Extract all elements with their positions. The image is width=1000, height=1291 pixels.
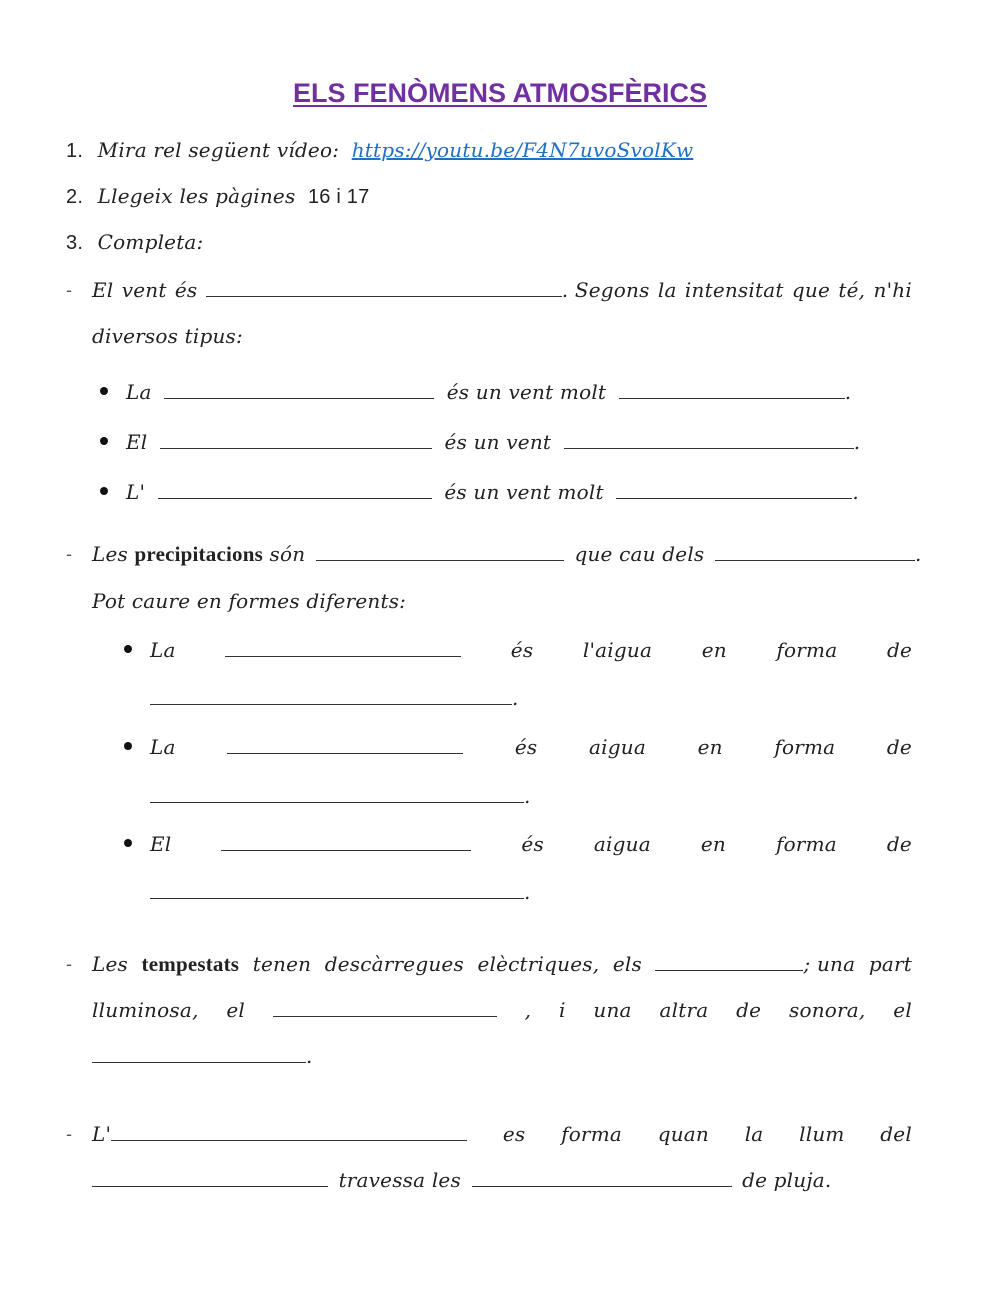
storm-keyword: tempestats bbox=[141, 952, 240, 976]
bullet-icon bbox=[124, 742, 132, 750]
wind-line-2: diversos tipus: bbox=[92, 324, 243, 348]
video-link[interactable]: https://youtu.be/F4N7uvoSvolKw bbox=[351, 138, 694, 162]
rainbow-w6: del bbox=[880, 1122, 912, 1146]
precip-item-3-w4: forma bbox=[775, 832, 837, 856]
precip-line-2: Pot caure en formes diferents: bbox=[92, 589, 407, 613]
precip-item-2 bbox=[150, 735, 912, 759]
storm-l2i: el bbox=[893, 998, 912, 1022]
storm-w3: elèctriques, bbox=[477, 952, 600, 976]
step-2 bbox=[66, 184, 369, 209]
precip-item-2-blank-a[interactable] bbox=[227, 736, 463, 754]
storm-line-3 bbox=[92, 1044, 313, 1068]
step-2-number: 2. bbox=[66, 186, 84, 208]
precip-item-1-blank-a[interactable] bbox=[225, 639, 461, 657]
rainbow-line-2 bbox=[92, 1168, 831, 1192]
dash-precip: - bbox=[66, 544, 72, 564]
precip-item-1 bbox=[150, 638, 912, 662]
rainbow-w2: forma bbox=[561, 1122, 622, 1146]
wind-item-3-end: . bbox=[852, 480, 859, 504]
precip-item-3-w2: aigua bbox=[593, 832, 651, 856]
precip-item-3-line-2 bbox=[150, 880, 531, 904]
precip-item-1-w2: l'aigua bbox=[582, 638, 653, 662]
precip-item-2-w3: en bbox=[697, 735, 723, 759]
rainbow-w5: llum bbox=[799, 1122, 845, 1146]
storm-w1: tenen bbox=[252, 952, 312, 976]
wind-item-2 bbox=[126, 430, 860, 454]
storm-l2h: sonora, bbox=[789, 998, 866, 1022]
precip-item-3-w5: de bbox=[886, 832, 912, 856]
precip-item-3-end: . bbox=[524, 880, 531, 904]
wind-item-2-text: és un vent bbox=[444, 430, 552, 454]
storm-w4: els bbox=[612, 952, 642, 976]
rainbow-line-1 bbox=[92, 1122, 912, 1146]
wind-line-1 bbox=[92, 278, 912, 302]
precip-item-1-end: . bbox=[512, 686, 519, 710]
storm-w2: descàrregues bbox=[324, 952, 464, 976]
wind-item-3-blank-b[interactable] bbox=[616, 481, 852, 499]
step-2-text: Llegeix les pàgines bbox=[97, 184, 296, 208]
dash-storm: - bbox=[66, 954, 72, 974]
precip-line-1 bbox=[92, 542, 922, 567]
step-3-number: 3. bbox=[66, 232, 84, 254]
storm-blank-c[interactable] bbox=[92, 1045, 306, 1063]
storm-l2g: de bbox=[736, 998, 762, 1022]
rainbow-mid: travessa les bbox=[338, 1168, 461, 1192]
precip-item-2-w1: és bbox=[514, 735, 538, 759]
wind-definition-blank[interactable] bbox=[206, 279, 562, 297]
precip-keyword: precipitacions bbox=[134, 542, 263, 566]
storm-l2b: el bbox=[226, 998, 245, 1022]
bullet-icon bbox=[100, 387, 108, 395]
precip-item-2-label: La bbox=[150, 735, 176, 759]
rainbow-end: de pluja. bbox=[742, 1168, 832, 1192]
storm-w5: ; una bbox=[803, 952, 856, 976]
precip-item-3-label: El bbox=[150, 832, 172, 856]
wind-item-2-label: El bbox=[126, 430, 148, 454]
storm-l2c: , bbox=[524, 998, 532, 1022]
step-1-number: 1. bbox=[66, 140, 84, 162]
precip-item-2-blank-b[interactable] bbox=[150, 785, 524, 803]
wind-item-3-blank-a[interactable] bbox=[158, 481, 432, 499]
precip-item-1-w1: és bbox=[510, 638, 534, 662]
precip-son: són bbox=[269, 542, 306, 566]
rainbow-w1: es bbox=[502, 1122, 526, 1146]
precip-item-2-end: . bbox=[524, 784, 531, 808]
storm-l2a: lluminosa, bbox=[92, 998, 199, 1022]
wind-item-1-blank-a[interactable] bbox=[164, 381, 434, 399]
wind-w5: la bbox=[657, 278, 677, 302]
precip-item-1-blank-b[interactable] bbox=[150, 687, 512, 705]
bullet-icon bbox=[124, 645, 132, 653]
precip-blank-b[interactable] bbox=[715, 543, 915, 561]
rainbow-start: L' bbox=[92, 1122, 112, 1146]
precip-item-1-label: La bbox=[150, 638, 176, 662]
storm-l2f: altra bbox=[659, 998, 709, 1022]
wind-item-1-blank-b[interactable] bbox=[619, 381, 845, 399]
storm-les: Les bbox=[92, 952, 128, 976]
wind-item-3-label: L' bbox=[126, 480, 146, 504]
wind-w3: és bbox=[174, 278, 198, 302]
wind-item-1 bbox=[126, 380, 851, 404]
wind-w8: té, bbox=[838, 278, 866, 302]
rainbow-blank-a[interactable] bbox=[111, 1123, 467, 1141]
wind-item-2-blank-b[interactable] bbox=[564, 431, 854, 449]
step-3 bbox=[66, 230, 204, 255]
bullet-icon bbox=[124, 839, 132, 847]
wind-item-2-end: . bbox=[853, 430, 861, 454]
rainbow-blank-b[interactable] bbox=[92, 1169, 328, 1187]
precip-item-3-w1: és bbox=[521, 832, 544, 856]
precip-item-2-w2: aigua bbox=[589, 735, 646, 759]
wind-w7: que bbox=[791, 278, 831, 302]
precip-item-2-w5: de bbox=[886, 735, 912, 759]
precip-item-1-line-2 bbox=[150, 686, 519, 710]
step-1-text: Mira rel següent vídeo: bbox=[97, 138, 340, 162]
precip-les: Les bbox=[92, 542, 128, 566]
wind-w1: El bbox=[92, 278, 114, 302]
rainbow-w3: quan bbox=[657, 1122, 709, 1146]
precip-item-1-w4: forma bbox=[776, 638, 838, 662]
rainbow-blank-c[interactable] bbox=[472, 1169, 732, 1187]
precip-item-3-blank-a[interactable] bbox=[221, 833, 471, 851]
storm-line-1 bbox=[92, 952, 912, 977]
wind-item-2-blank-a[interactable] bbox=[160, 431, 432, 449]
step-1 bbox=[66, 138, 693, 163]
dash-rainbow: - bbox=[66, 1124, 72, 1144]
storm-line-2 bbox=[92, 998, 912, 1022]
bullet-icon bbox=[100, 487, 108, 495]
precip-item-3-blank-b[interactable] bbox=[150, 881, 524, 899]
precip-item-3-w3: en bbox=[700, 832, 726, 856]
storm-blank-b[interactable] bbox=[273, 999, 497, 1017]
storm-blank-a[interactable] bbox=[655, 953, 803, 971]
page-title: ELS FENÒMENS ATMOSFÈRICS bbox=[292, 78, 708, 108]
step-3-text: Completa: bbox=[97, 230, 204, 254]
dash-wind: - bbox=[66, 280, 72, 300]
storm-l2d: i bbox=[558, 998, 566, 1022]
precip-item-1-w3: en bbox=[701, 638, 727, 662]
precip-item-2-w4: forma bbox=[774, 735, 836, 759]
precip-mid: que cau dels bbox=[574, 542, 705, 566]
step-2-pages: 16 i 17 bbox=[307, 186, 370, 208]
rainbow-w4: la bbox=[744, 1122, 764, 1146]
precip-item-1-w5: de bbox=[886, 638, 912, 662]
bullet-icon bbox=[100, 437, 108, 445]
wind-item-1-text: és un vent molt bbox=[446, 380, 607, 404]
precip-item-3 bbox=[150, 832, 912, 856]
wind-w6: intensitat bbox=[684, 278, 784, 302]
wind-w4: . Segons bbox=[561, 278, 650, 302]
wind-w9: n'hi bbox=[873, 278, 912, 302]
wind-item-3-text: és un vent molt bbox=[444, 480, 604, 504]
wind-item-1-end: . bbox=[844, 380, 852, 404]
precip-item-2-line-2 bbox=[150, 784, 531, 808]
precip-blank-a[interactable] bbox=[316, 543, 564, 561]
storm-end: . bbox=[306, 1044, 313, 1068]
wind-item-1-label: La bbox=[126, 380, 152, 404]
storm-l2e: una bbox=[593, 998, 632, 1022]
wind-w2: vent bbox=[121, 278, 167, 302]
storm-w6: part bbox=[868, 952, 912, 976]
wind-item-3 bbox=[126, 480, 859, 504]
precip-end: . bbox=[914, 542, 922, 566]
